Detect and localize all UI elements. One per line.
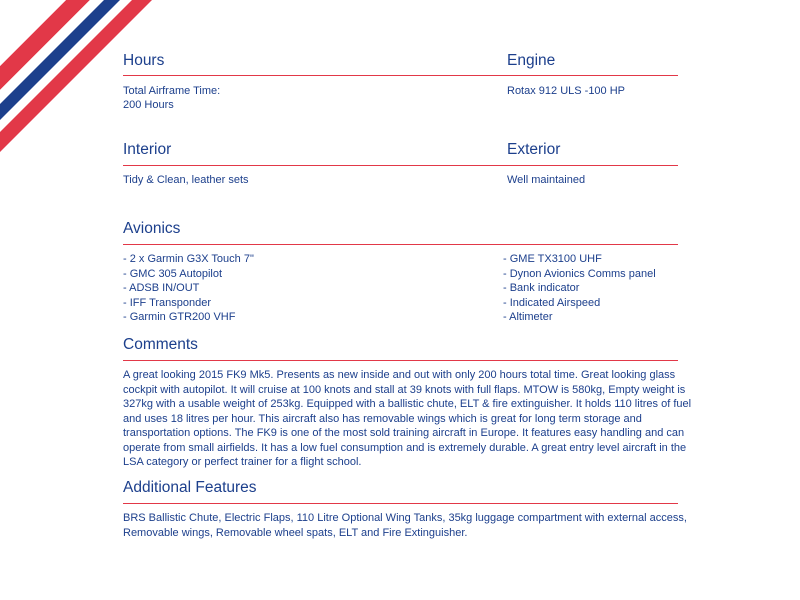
hours-value: 200 Hours (123, 99, 174, 111)
comments-heading: Comments (123, 336, 198, 353)
avionics-right-item: - Altimeter (503, 311, 553, 323)
interior-exterior-divider (123, 165, 678, 166)
engine-heading: Engine (507, 52, 556, 69)
engine-value: Rotax 912 ULS -100 HP (507, 85, 626, 97)
hours-engine-divider (123, 75, 678, 76)
avionics-right-item: - Bank indicator (503, 282, 580, 294)
avionics-right-list (503, 252, 656, 325)
additional-features-text: BRS Ballistic Chute, Electric Flaps, 110 Litre Optional Wing Tanks, 35kg luggage compartment with external access, Removable wings, Removable wheel spats, ELT and Fire Extinguisher. (123, 512, 687, 539)
interior-value: Tidy & Clean, leather sets (123, 174, 249, 186)
exterior-value: Well maintained (507, 174, 586, 186)
avionics-right-item: - Indicated Airspeed (503, 296, 601, 309)
additional-features-heading: Additional Features (123, 479, 257, 496)
comments-text: A great looking 2015 FK9 Mk5. Presents as new inside and out with only 200 hours total time. Great looking glass cockpit with autopilot. It will cruise at 100 knots and stall at 39 knots with full flaps. MTOW is 580kg, Empty weight is 327kg with a usable weight of 253kg. Equipped with a ballistic chute, ELT & fire extinguisher. It holds 110 litres of fuel and uses 18 litres per hour. This aircraft also has removable wings which is great for long term storage and transportation options. The FK9 is one of the most sold training aircraft in Europe. It features easy handling and can operate from small airfields. It has a low fuel consumption and is extremely durable. A great entry level aircraft in the LSA category or perfect trainer for a flight school. (123, 369, 692, 468)
interior-heading: Interior (123, 141, 172, 158)
exterior-heading: Exterior (507, 141, 561, 158)
avionics-divider (123, 244, 678, 245)
avionics-left-item: - 2 x Garmin G3X Touch 7" (123, 253, 254, 265)
avionics-right-item: - GME TX3100 UHF (503, 253, 602, 265)
comments-divider (123, 360, 678, 361)
additional-features-divider (123, 503, 678, 504)
hours-heading: Hours (123, 52, 165, 69)
hours-label: Total Airframe Time: (123, 85, 221, 97)
avionics-left-item: - ADSB IN/OUT (123, 282, 200, 294)
avionics-left-item: - Garmin GTR200 VHF (123, 311, 236, 323)
avionics-left-item: - IFF Transponder (123, 296, 212, 309)
avionics-left-item: - GMC 305 Autopilot (123, 267, 223, 280)
corner-stripes-decoration (0, 0, 160, 160)
avionics-left-list (123, 252, 254, 325)
avionics-right-item: - Dynon Avionics Comms panel (503, 267, 656, 280)
avionics-heading: Avionics (123, 220, 181, 237)
